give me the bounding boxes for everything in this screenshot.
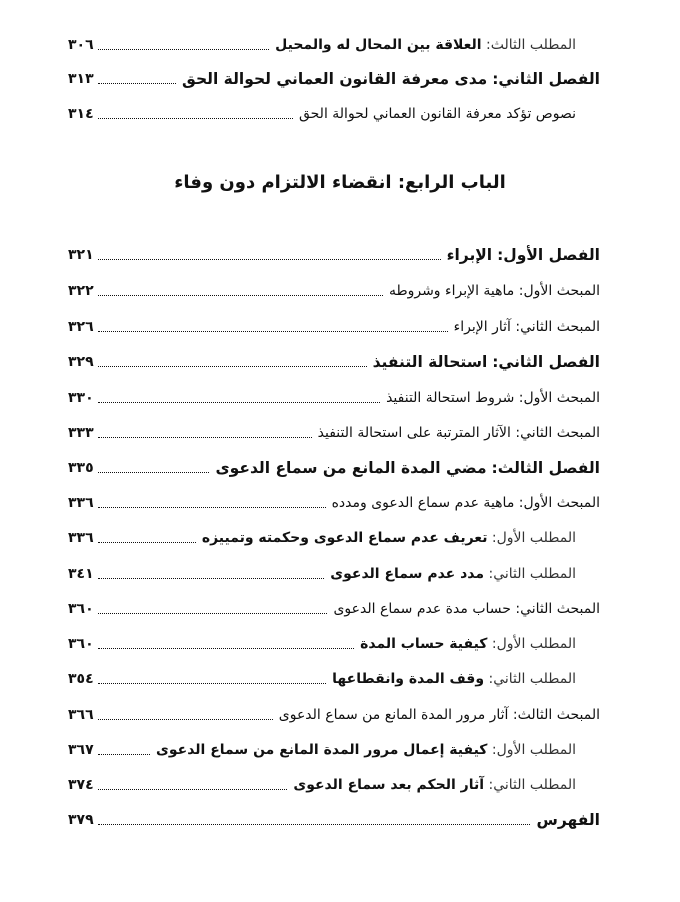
entry-label	[293, 777, 576, 793]
toc-entry	[68, 241, 600, 269]
entry-label	[330, 566, 576, 582]
entry-title: كيفية إعمال مرور المدة المانع من سماع الدعوى	[156, 742, 488, 758]
entry-label	[318, 425, 600, 441]
dot-leader	[98, 259, 441, 260]
chapter-heading: الباب الرابع: انقضاء الالتزام دون وفاء	[174, 172, 506, 193]
entry-label	[156, 742, 576, 758]
toc-entry	[68, 736, 576, 764]
entry-prefix: الفصل الثاني:	[492, 353, 600, 371]
toc-entry	[68, 524, 576, 552]
entry-title: ماهية الإبراء وشروطه	[388, 283, 515, 299]
entry-title: الآثار المترتبة على استحالة التنفيذ	[317, 425, 511, 441]
toc-entry	[68, 100, 576, 128]
dot-leader	[98, 613, 328, 614]
page-number: ٣٢٦	[68, 319, 94, 335]
page-number: ٣٠٦	[68, 37, 94, 53]
entry-prefix: الفصل الثاني:	[492, 70, 600, 88]
entry-prefix: المطلب الثاني:	[488, 566, 576, 582]
entry-title: الفهرس	[536, 811, 600, 829]
toc-entry	[68, 806, 600, 834]
entry-title: وقف المدة وانقطاعها	[332, 671, 485, 687]
dot-leader	[98, 118, 293, 119]
entry-label	[386, 390, 600, 406]
toc-entry	[68, 489, 600, 517]
page-number: ٣٢٢	[68, 283, 94, 299]
entry-title: كيفية حساب المدة	[360, 636, 488, 652]
dot-leader	[98, 824, 531, 825]
page-number: ٣١٣	[68, 71, 94, 87]
entry-title: شروط استحالة التنفيذ	[386, 390, 515, 406]
page-number: ٣٣٦	[68, 495, 94, 511]
entry-prefix: المبحث الثاني:	[515, 601, 600, 617]
entry-label	[202, 530, 576, 546]
page-number: ٣٣٦	[68, 530, 94, 546]
entry-title: استحالة التنفيذ	[372, 353, 488, 371]
toc-entry	[68, 454, 600, 482]
dot-leader	[98, 754, 150, 755]
page-number: ٣٢١	[68, 247, 94, 263]
dot-leader	[98, 49, 270, 50]
entry-label	[299, 106, 576, 122]
entry-title: آثار الإبراء	[453, 319, 511, 335]
entry-title: ماهية عدم سماع الدعوى ومدده	[331, 495, 515, 511]
entry-title: حساب مدة عدم سماع الدعوى	[333, 601, 511, 617]
dot-leader	[98, 295, 383, 296]
entry-title: آثار الحكم بعد سماع الدعوى	[293, 777, 485, 793]
entry-title: آثار مرور المدة المانع من سماع الدعوى	[278, 707, 509, 723]
entry-title: نصوص تؤكد معرفة القانون العماني لحوالة الحق	[298, 106, 576, 122]
entry-prefix: المطلب الثاني:	[488, 671, 576, 687]
entry-label	[182, 70, 600, 88]
dot-leader	[98, 683, 327, 684]
page-number: ٣٧٩	[68, 812, 94, 828]
page-number: ٣٤١	[68, 566, 94, 582]
entry-label	[332, 671, 576, 687]
entry-prefix: الفصل الثالث:	[491, 459, 600, 477]
entry-prefix: المبحث الثاني:	[515, 425, 600, 441]
entry-prefix: المطلب الأول:	[491, 636, 576, 652]
dot-leader	[98, 648, 354, 649]
toc-entry	[68, 65, 600, 93]
entry-label	[360, 636, 576, 652]
toc-entry	[68, 384, 600, 412]
page-number: ٣٥٤	[68, 671, 94, 687]
dot-leader	[98, 472, 210, 473]
entry-prefix: المبحث الأول:	[518, 283, 600, 299]
entry-title: العلاقة بين المحال له والمحيل	[275, 37, 482, 53]
toc-entry	[68, 630, 576, 658]
page-number: ٣٦٠	[68, 636, 94, 652]
entry-title: تعريف عدم سماع الدعوى وحكمته وتمييزه	[201, 530, 488, 546]
dot-leader	[98, 331, 448, 332]
toc-entry	[68, 313, 600, 341]
dot-leader	[98, 789, 288, 790]
page-number: ٣١٤	[68, 106, 94, 122]
toc-entry	[68, 277, 600, 305]
dot-leader	[98, 366, 367, 367]
entry-label	[389, 283, 600, 299]
page-number: ٣٦٧	[68, 742, 94, 758]
entry-label	[373, 353, 600, 371]
toc-entry	[68, 595, 600, 623]
entry-label	[454, 319, 600, 335]
toc-entry	[68, 665, 576, 693]
toc-entry	[68, 560, 576, 588]
entry-label	[447, 246, 600, 264]
dot-leader	[98, 542, 196, 543]
entry-prefix: المبحث الثالث:	[512, 707, 600, 723]
toc-entry	[68, 31, 576, 59]
toc-entry	[68, 348, 600, 376]
dot-leader	[98, 402, 380, 403]
entry-label	[332, 495, 600, 511]
entry-title: الإبراء	[446, 246, 493, 264]
entry-prefix: المطلب الأول:	[491, 742, 576, 758]
entry-label	[215, 459, 600, 477]
dot-leader	[98, 507, 326, 508]
entry-prefix: المبحث الأول:	[518, 390, 600, 406]
dot-leader	[98, 719, 273, 720]
entry-prefix: المطلب الثاني:	[488, 777, 576, 793]
toc-entry	[68, 701, 600, 729]
entry-label	[333, 601, 600, 617]
toc-entry	[68, 771, 576, 799]
dot-leader	[98, 437, 312, 438]
entry-title: مضي المدة المانع من سماع الدعوى	[215, 459, 487, 477]
entry-title: مدد عدم سماع الدعوى	[330, 566, 485, 582]
entry-prefix: المبحث الثاني:	[515, 319, 600, 335]
page-number: ٣٢٩	[68, 354, 94, 370]
page-number: ٣٣٣	[68, 425, 94, 441]
entry-prefix: المطلب الثالث:	[486, 37, 576, 53]
page-number: ٣٦٠	[68, 601, 94, 617]
entry-label	[279, 707, 600, 723]
toc-entry	[68, 419, 600, 447]
entry-prefix: الفصل الأول:	[497, 246, 600, 264]
entry-title: مدى معرفة القانون العماني لحوالة الحق	[182, 70, 488, 88]
entry-label	[275, 37, 576, 53]
page-number: ٣٣٠	[68, 390, 94, 406]
entry-prefix: المبحث الأول:	[518, 495, 600, 511]
entry-label	[536, 811, 600, 829]
page-number: ٣٣٥	[68, 460, 94, 476]
page-number: ٣٧٤	[68, 777, 94, 793]
dot-leader	[98, 578, 325, 579]
dot-leader	[98, 83, 176, 84]
page-number: ٣٦٦	[68, 707, 94, 723]
entry-prefix: المطلب الأول:	[491, 530, 576, 546]
